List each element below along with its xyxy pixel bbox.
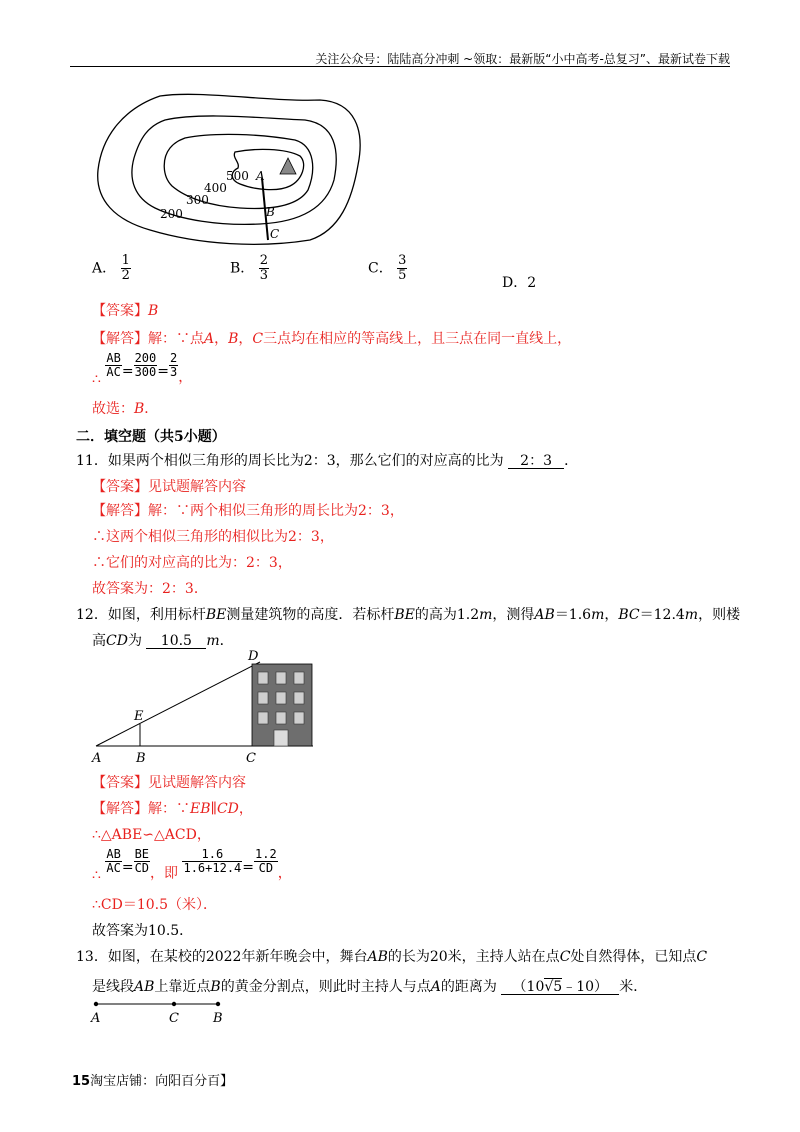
- q10-fraction-line: ∴ $\frac{AB}{AC}$ = $\frac{200}{300}$ = $\frac{2}{3}$ ，: [92, 351, 193, 388]
- point-c-label: C: [246, 751, 256, 766]
- q11-step3: ∴它们的对应高的比为：2：3，: [92, 555, 292, 571]
- option-a: A． $\frac{1}{2}$: [92, 253, 130, 283]
- segment-figure: [88, 998, 238, 1026]
- point-b-label: B: [266, 205, 275, 219]
- q12-question-line2: 高CD为 10.5 m．: [92, 633, 234, 649]
- point-d-label: D: [248, 649, 259, 664]
- point-b-dot: [216, 1002, 220, 1006]
- q11-step2: ∴这两个相似三角形的相似比为2：3，: [92, 529, 334, 545]
- q10-answer: 【答案】B: [92, 303, 159, 319]
- point-a-label: A: [92, 751, 102, 766]
- point-c-label: C: [169, 1011, 179, 1026]
- q12-solution: 【解答】解：∵EB∥CD，: [92, 801, 253, 817]
- q13-question-line1: 13．如图，在某校的2022年新年晚会中，舞台AB的长为20米，主持人站在点C处自然得体，已知点C: [76, 949, 708, 965]
- header-rule: [70, 66, 730, 67]
- building-figure: [88, 648, 324, 770]
- option-b: B． $\frac{2}{3}$: [230, 253, 269, 283]
- point-e-label: E: [134, 709, 144, 724]
- sight-line: [96, 662, 260, 746]
- q10-conclusion: 故选：B．: [92, 401, 159, 417]
- q12-step4: ∴CD＝10.5（米）．: [92, 897, 218, 913]
- page-number: 15: [72, 1074, 91, 1089]
- point-a-dot: [94, 1002, 98, 1006]
- q12-question-line1: 12．如图，利用标杆BE测量建筑物的高度．若标杆BE的高为1.2m，测得AB＝1.6m，BC＝12.4m，则楼: [76, 607, 741, 623]
- point-a-label: A: [91, 1011, 101, 1026]
- q10-solution: 【解答】解：∵点A，B，C三点均在相应的等高线上，且三点在同一直线上，: [92, 331, 572, 347]
- q11-solution: 【解答】解：∵两个相似三角形的周长比为2：3，: [92, 503, 404, 519]
- summit-triangle-icon: [280, 158, 296, 174]
- contour-map-figure: [90, 90, 370, 250]
- point-c-label: C: [270, 227, 280, 241]
- q12-answer: 【答案】见试题解答内容: [92, 775, 246, 791]
- section-title: 二．填空题（共5小题）: [76, 429, 226, 445]
- point-b-label: B: [136, 751, 146, 766]
- q12-fraction-line: ∴ $\frac{AB}{AC}$ = $\frac{BE}{CD}$ ，即 $\frac{1.6}{1.6+12.4}$ = $\frac{1.2}{CD}$ ，: [92, 847, 292, 884]
- label-400: 400: [204, 181, 227, 195]
- q13-question-line2: 是线段AB上靠近点B的黄金分割点，则此时主持人与点A的距离为 （10√5﹣10） 米．: [92, 979, 648, 995]
- page-footer: [72, 1070, 233, 1089]
- option-c: C． $\frac{3}{5}$: [368, 253, 407, 283]
- q12-step2: ∴△ABE∽△ACD，: [92, 827, 211, 843]
- point-b-label: B: [213, 1011, 223, 1026]
- point-a-label: A: [256, 169, 265, 183]
- label-500: 500: [226, 169, 249, 183]
- page-header: 关注公众号：陆陆高分冲刺 ~领取：最新版“小中高考-总复习”、最新试卷下载: [315, 52, 730, 66]
- q11-conclusion: 故答案为：2：3．: [92, 581, 208, 597]
- point-c-dot: [172, 1002, 176, 1006]
- q11-question: 11．如果两个相似三角形的周长比为2：3，那么它们的对应高的比为 2：3 ．: [76, 453, 579, 469]
- label-300: 300: [186, 193, 209, 207]
- option-d: D．2: [502, 275, 537, 291]
- shop-name: 淘宝店铺：向阳百分百】: [90, 1074, 234, 1089]
- q12-conclusion: 故答案为10.5．: [92, 923, 194, 939]
- q11-answer: 【答案】见试题解答内容: [92, 479, 246, 495]
- label-200: 200: [160, 207, 183, 221]
